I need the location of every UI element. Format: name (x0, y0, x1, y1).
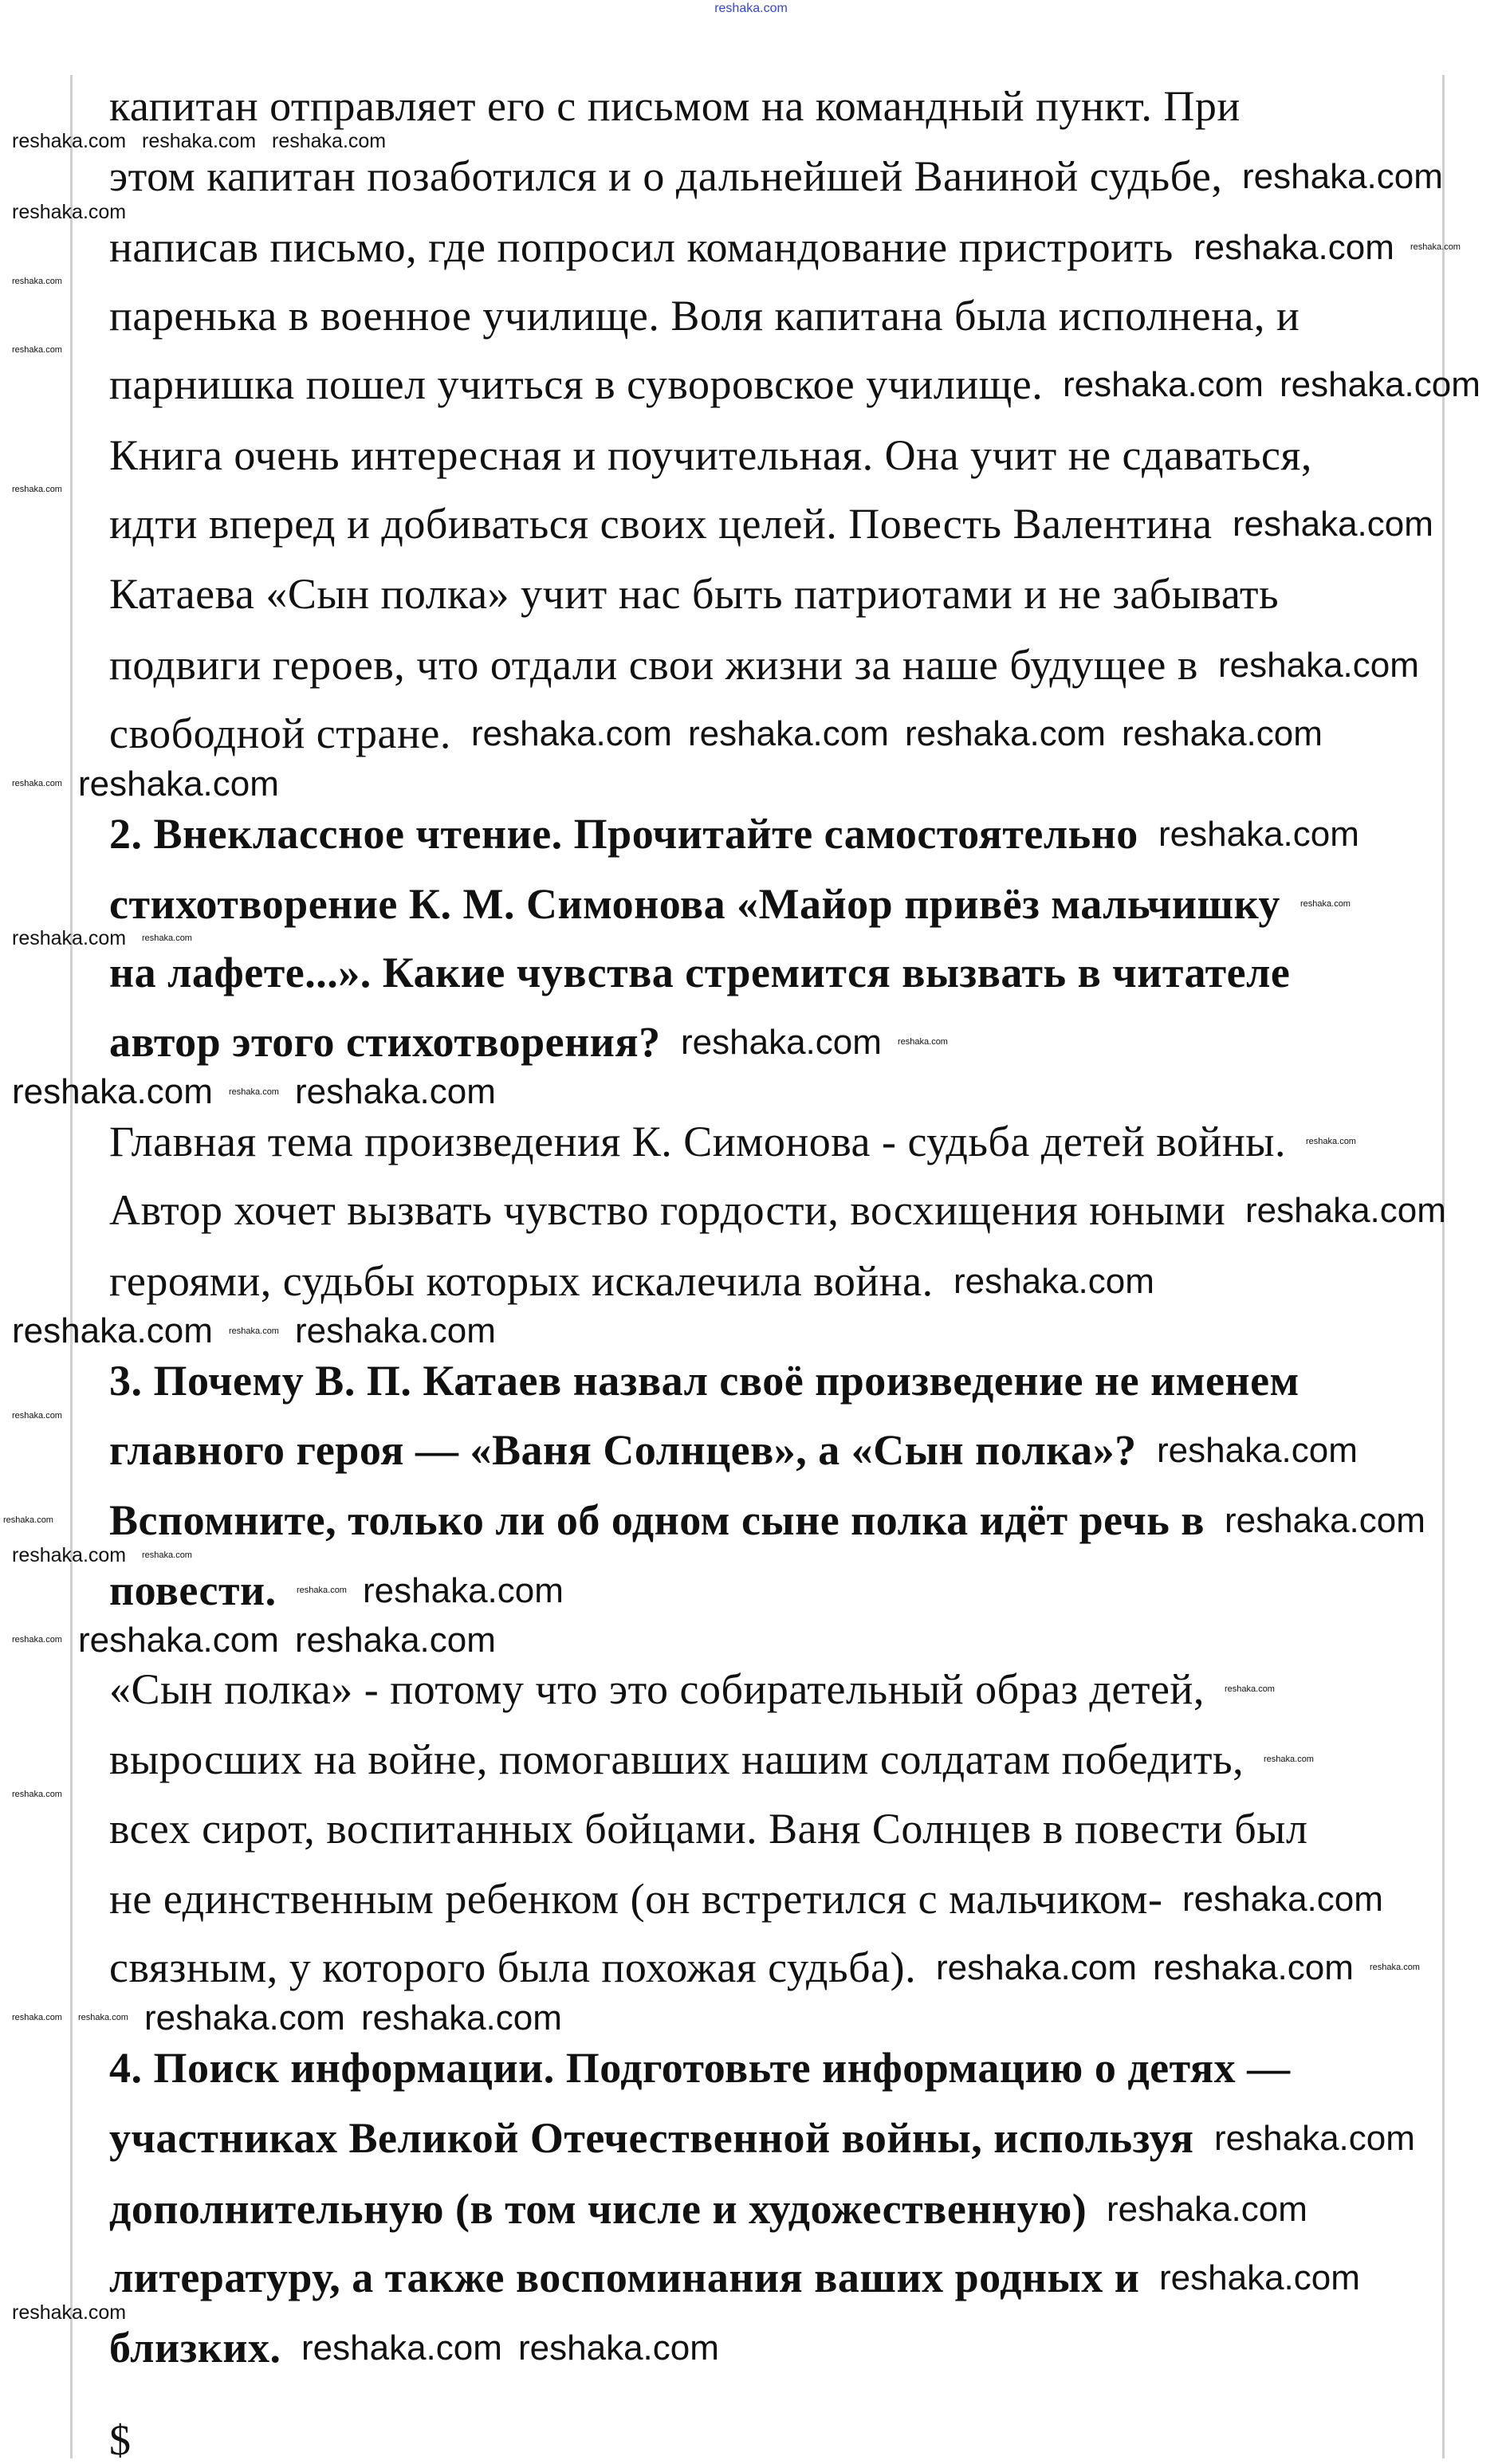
question-text-line: дополнительную (в том числе и художественную) (109, 2185, 1087, 2233)
watermark: reshaka.com (78, 764, 279, 804)
watermark: reshaka.com (78, 1621, 279, 1660)
answer-text-line: паренька в военное училище. Воля капитана была исполнена, и (109, 292, 1300, 340)
watermark: reshaka.com (905, 714, 1106, 753)
watermark: reshaka.com (272, 130, 387, 152)
watermark: reshaka.com (1280, 365, 1480, 404)
answer-text-line: свободной стране. (109, 709, 451, 757)
question-text-line: 2. Внеклассное чтение. Прочитайте самостоятельно (109, 810, 1138, 858)
answer-text-line: Катаева «Сын полка» учит нас быть патриотами и не забывать (109, 570, 1280, 618)
watermark: reshaka.com (688, 714, 889, 753)
watermark: reshaka.com (1225, 1684, 1275, 1694)
watermark: reshaka.com (1218, 646, 1419, 685)
watermark: reshaka.com (1410, 242, 1461, 252)
question-text-line: Вспомните, только ли об одном сыне полка идёт речь в (109, 1496, 1205, 1544)
watermark: reshaka.com (1300, 899, 1351, 909)
watermark: reshaka.com (1245, 1191, 1446, 1230)
watermark: reshaka.com (1242, 157, 1443, 196)
watermark: reshaka.com (142, 1550, 192, 1560)
answer-text-line: связным, у которого была похожая судьба). (109, 1943, 917, 1991)
watermark: reshaka.com (12, 1072, 213, 1111)
question-text-line: на лафете...». Какие чувства стремится вызвать в читателе (109, 949, 1291, 996)
watermark: reshaka.com (1107, 2190, 1307, 2229)
question-text-line: повести. (109, 1566, 277, 1614)
watermark: reshaka.com (1193, 228, 1394, 267)
watermark: reshaka.com (1063, 365, 1264, 404)
watermark: reshaka.com (1370, 1963, 1420, 1972)
watermark: reshaka.com (12, 2301, 127, 2324)
question-text-line: 4. Поиск информации. Подготовьте информацию о детях — (109, 2044, 1291, 2092)
watermark: reshaka.com (297, 1586, 347, 1595)
answer-text-line: не единственным ребенком (он встретился с мальчиком- (109, 1875, 1163, 1923)
watermark: reshaka.com (12, 201, 127, 223)
site-link[interactable]: reshaka.com (714, 2, 788, 15)
watermark: reshaka.com (12, 1544, 127, 1566)
question-text-line: литературу, а также воспоминания ваших родных и (109, 2254, 1140, 2301)
watermark: reshaka.com (681, 1023, 882, 1062)
watermark: reshaka.com (12, 130, 127, 152)
watermark: reshaka.com (301, 2328, 502, 2368)
watermark: reshaka.com (363, 1571, 564, 1610)
watermark: reshaka.com (295, 1621, 496, 1660)
answer-text-line: Автор хочет вызвать чувство гордости, восхищения юными (109, 1186, 1226, 1234)
watermark: reshaka.com (229, 1326, 279, 1336)
watermark: reshaka.com (3, 1515, 53, 1525)
watermark: reshaka.com (1214, 2119, 1415, 2158)
answer-text-line: идти вперед и добиваться своих целей. Повесть Валентина (109, 500, 1213, 548)
watermark: reshaka.com (12, 1635, 62, 1645)
answer-text-line: Главная тема произведения К. Симонова - судьба детей войны. (109, 1118, 1287, 1165)
question-text-line: главного героя — «Ваня Солнцев», а «Сын полка»? (109, 1426, 1137, 1474)
answer-text-line: парнишка пошел учиться в суворовское училище. (109, 360, 1044, 408)
answer-text-line: Книга очень интересная и поучительная. Она учит не сдаваться, (109, 431, 1312, 479)
watermark: reshaka.com (12, 1411, 62, 1421)
answer-text-line: героями, судьбы которых искалечила война. (109, 1257, 934, 1305)
answer-text-line: этом капитан позаботился и о дальнейшей Ваниной судьбе, (109, 152, 1223, 200)
answer-text-line: подвиги героев, что отдали свои жизни за наше будущее в (109, 641, 1198, 689)
watermark: reshaka.com (12, 485, 62, 494)
watermark: reshaka.com (12, 1311, 213, 1350)
question-text-line: 3. Почему В. П. Катаев назвал своё произведение не именем (109, 1357, 1300, 1405)
watermark: reshaka.com (1264, 1755, 1314, 1764)
watermark: reshaka.com (1122, 714, 1323, 753)
answer-text-line: $ (109, 2416, 132, 2464)
answer-text-line: «Сын полка» - потому что это собирательный образ детей, (109, 1665, 1205, 1713)
watermark: reshaka.com (936, 1948, 1137, 1987)
watermark: reshaka.com (295, 1311, 496, 1350)
question-text-line: автор этого стихотворения? (109, 1018, 661, 1066)
watermark: reshaka.com (1225, 1501, 1425, 1540)
watermark: reshaka.com (12, 345, 62, 355)
answer-text-line: выросших на войне, помогавших нашим солдатам победить, (109, 1735, 1244, 1783)
watermark: reshaka.com (144, 1998, 345, 2038)
answer-text-line: капитан отправляет его с письмом на командный пункт. При (109, 82, 1241, 130)
watermark: reshaka.com (78, 2013, 128, 2022)
watermark: reshaka.com (12, 2013, 62, 2022)
question-text-line: участниках Великой Отечественной войны, используя (109, 2114, 1194, 2162)
watermark: reshaka.com (229, 1087, 279, 1097)
answer-text-line: написав письмо, где попросил командование пристроить (109, 223, 1174, 271)
watermark: reshaka.com (1157, 1431, 1358, 1470)
watermark: reshaka.com (1182, 1880, 1383, 1919)
question-text-line: стихотворение К. М. Симонова «Майор привёз мальчишку (109, 880, 1280, 928)
watermark: reshaka.com (295, 1072, 496, 1111)
watermark: reshaka.com (12, 927, 127, 949)
watermark: reshaka.com (1158, 815, 1359, 854)
watermark: reshaka.com (12, 779, 62, 788)
watermark: reshaka.com (471, 714, 672, 753)
watermark: reshaka.com (1159, 2258, 1360, 2297)
watermark: reshaka.com (1306, 1137, 1356, 1146)
question-text-line: близких. (109, 2324, 281, 2372)
watermark: reshaka.com (12, 277, 62, 286)
watermark: reshaka.com (898, 1037, 948, 1047)
watermark: reshaka.com (953, 1262, 1154, 1301)
watermark: reshaka.com (1153, 1948, 1354, 1987)
watermark: reshaka.com (142, 130, 257, 152)
watermark: reshaka.com (1233, 505, 1433, 544)
watermark: reshaka.com (142, 933, 192, 943)
watermark: reshaka.com (12, 1790, 62, 1799)
watermark: reshaka.com (361, 1998, 562, 2038)
answer-text-line: всех сирот, воспитанных бойцами. Ваня Солнцев в повести был (109, 1805, 1308, 1853)
watermark: reshaka.com (518, 2328, 719, 2368)
